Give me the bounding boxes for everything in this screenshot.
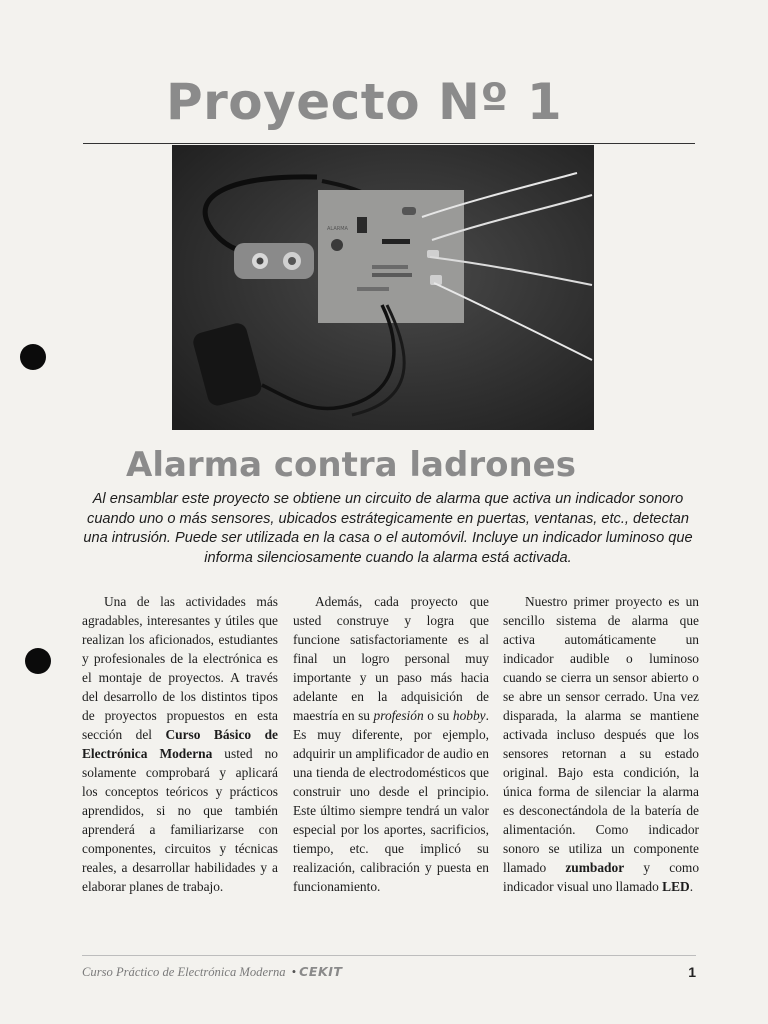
circuit-photo xyxy=(172,145,594,430)
project-title: Proyecto Nº 1 xyxy=(166,73,563,131)
article-title: Alarma contra ladrones xyxy=(126,445,576,485)
column-text: Una de las actividades más agradables, interesantes y útiles que realizan los aficionados, estudiantes y profesionales de la electrónica es el montaje de proyectos. A través del desarrollo de los distintos tipos de proyectos propuestos en esta sección del xyxy=(82,594,278,742)
battery-snap xyxy=(234,243,314,279)
title-rule xyxy=(83,143,695,144)
footer-course: Curso Práctico de Electrónica Moderna xyxy=(82,965,286,979)
page-footer xyxy=(82,962,582,982)
column-text: o su xyxy=(423,708,453,723)
article-lead: Al ensamblar este proyecto se obtiene un circuito de alarma que activa un indicador sonoro cuando uno o más sensores, ubicados estrátegicamente en puertas, ventanas, etc., detectan una intrusión. Puede ser utilizada en la casa o el automóvil. Incluye un indicador luminoso que informa silenciosamente cuando la alarma está activada. xyxy=(83,491,693,566)
binder-hole xyxy=(20,344,46,370)
emphasis-text: profesión xyxy=(373,708,424,723)
board-label: ALARMA xyxy=(327,226,348,232)
column-text: . Es muy diferente, por ejemplo, adquirir un amplificador de audio en una tienda de electrodomésticos que construir uno desde el principio. Este último siempre tendrá un valor especial por los aportes, sacrificios, tiempo, etc. que implicó su realización, calibración y puesta en funcionamiento. xyxy=(293,708,489,894)
page-number: 1 xyxy=(688,964,696,980)
body-column-1 xyxy=(82,592,278,942)
alarm-circuit-image xyxy=(172,145,594,430)
binder-hole xyxy=(25,648,51,674)
column-text: usted no solamente comprobará y aplicará los conceptos teóricos y prácticos aprendidos, si no que también aprenderá a familiarizarse con componentes, circuitos y técnicas reales, a desarrollar habilidades y a elaborar planes de trabajo. xyxy=(82,746,278,894)
capacitor xyxy=(331,239,343,251)
emphasis-text: hobby xyxy=(452,708,486,723)
column-text: . xyxy=(689,879,694,894)
body-column-2 xyxy=(293,592,489,942)
bold-term: zumbador xyxy=(565,860,625,875)
footer-rule xyxy=(82,955,696,956)
column-text: Además, cada proyecto que usted construye y logra que funcione satisfactoriamente es al final un logro personal muy importante y un paso más hacia adelante en la adquisición de maestría en su xyxy=(293,594,489,723)
footer-bullet: • xyxy=(291,965,297,979)
ic-chip xyxy=(357,217,367,233)
column-text: y como indicador visual uno llamado xyxy=(503,860,699,894)
diode xyxy=(382,239,410,244)
bold-term: LED xyxy=(662,879,690,894)
column-text: Nuestro primer proyecto es un sencillo sistema de alarma que activa automáticamente un indicador audible o luminoso cuando se cierra un sensor abierto o se abre un sensor cerrado. Una vez disparada, la alarma se mantiene activada incluso después que los sensores retornan a su estado original. Bajo esta condición, la única forma de silenciar la alarma es desconectándola de la batería de alimentación. Como indicador sonoro se utiliza un componente llamado xyxy=(503,594,699,875)
brand-logo: CEKIT xyxy=(299,964,343,979)
body-column-3 xyxy=(503,592,699,942)
course-name: Curso Básico de Electrónica Moderna xyxy=(82,727,278,761)
